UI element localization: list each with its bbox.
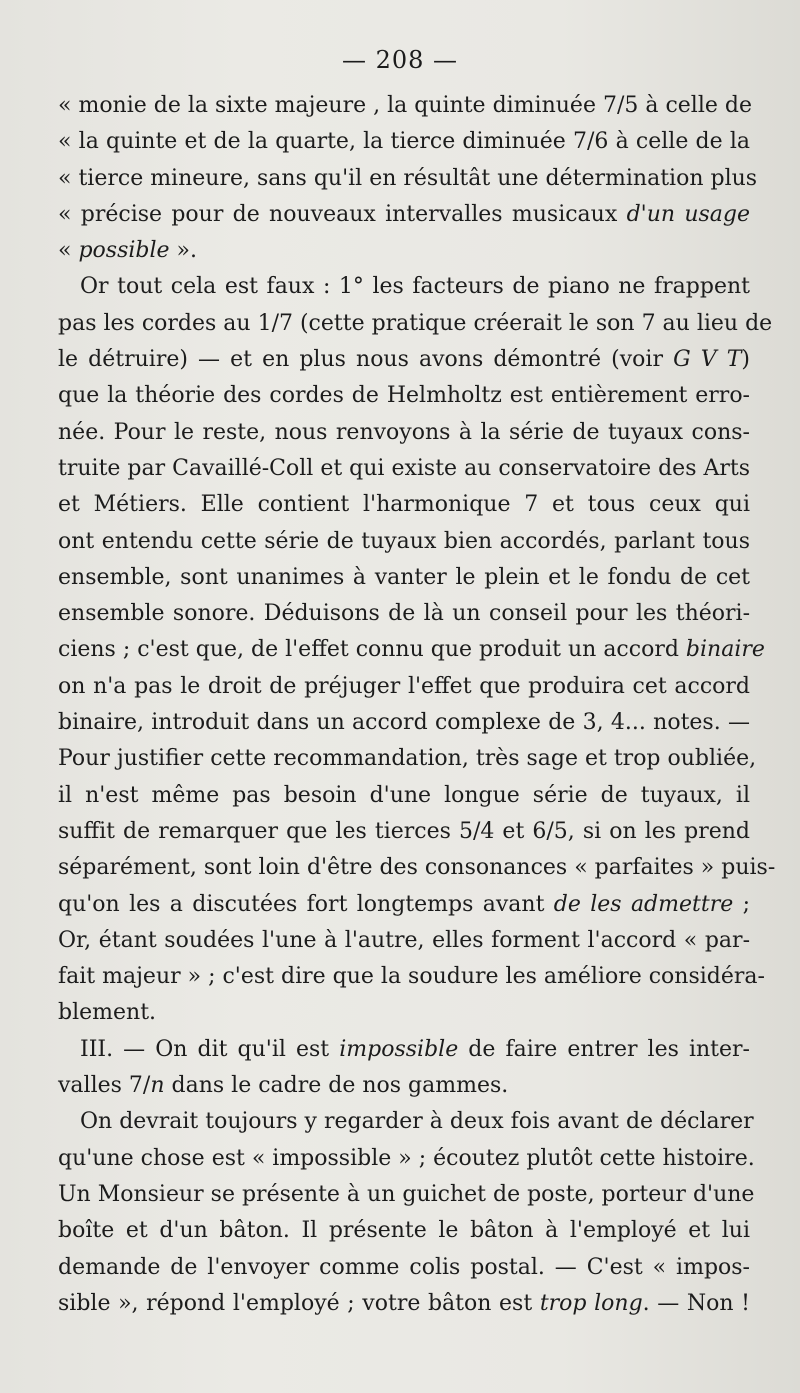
text-line: il n'est même pas besoin d'une longue série de tuyaux, il <box>58 782 750 808</box>
text-line: valles 7/n dans le cadre de nos gammes. <box>58 1073 509 1099</box>
text-line: fait majeur » ; c'est dire que la soudure les améliore considéra- <box>58 964 765 990</box>
italic-text: impossible <box>339 1036 459 1062</box>
text-line: que la théorie des cordes de Helmholtz est entièrement erro- <box>58 383 750 409</box>
italic-text: possible <box>78 238 170 264</box>
text-line: qu'une chose est « impossible » ; écoutez plutôt cette histoire. <box>58 1145 755 1171</box>
paragraph <box>58 1032 750 1105</box>
text-line: III. — On dit qu'il est impossible de faire entrer les inter- <box>80 1036 750 1062</box>
body-text <box>58 88 776 1322</box>
text-line: suffit de remarquer que les tierces 5/4 et 6/5, si on les prend <box>58 818 750 844</box>
paragraph <box>58 269 776 1031</box>
paragraph <box>58 1104 755 1322</box>
text-line: et Métiers. Elle contient l'harmonique 7 et tous ceux qui <box>58 492 750 518</box>
italic-text: trop long <box>539 1290 643 1316</box>
italic-text: d'un usage <box>626 201 751 227</box>
text-line: ciens ; c'est que, de l'effet connu que produit un accord binaire <box>58 637 765 663</box>
page-number: — 208 — <box>341 46 459 74</box>
text-line: « monie de la sixte majeure , la quinte diminuée 7/5 à celle de <box>58 93 752 118</box>
text-line: pas les cordes au 1/7 (cette pratique créerait le son 7 au lieu de <box>58 310 773 336</box>
text-line: « possible ». <box>58 238 197 264</box>
text-line: Un Monsieur se présente à un guichet de poste, porteur d'une <box>58 1181 755 1207</box>
text-line: le détruire) — et en plus nous avons démontré (voir G V T) <box>58 347 750 373</box>
text-line: on n'a pas le droit de préjuger l'effet que produira cet accord <box>58 673 750 699</box>
text-line: « tierce mineure, sans qu'il en résultât une détermination plus <box>58 165 758 191</box>
text-line: On devrait toujours y regarder à deux fois avant de déclarer <box>80 1109 754 1135</box>
text-line: demande de l'envoyer comme colis postal. — C'est « impos- <box>58 1254 750 1280</box>
text-line: ensemble sonore. Déduisons de là un conseil pour les théori- <box>58 601 750 627</box>
text-line: blement. <box>58 1000 157 1026</box>
text-line: « précise pour de nouveaux intervalles musicaux d'un usage <box>58 201 751 227</box>
text-line: « la quinte et de la quarte, la tierce diminuée 7/6 à celle de la <box>58 129 750 155</box>
italic-text: G V T <box>673 347 742 373</box>
text-line: ensemble, sont unanimes à vanter le plein et le fondu de cet <box>58 564 750 590</box>
text-line: Or, étant soudées l'une à l'autre, elles forment l'accord « par- <box>58 927 750 953</box>
text-line: ont entendu cette série de tuyaux bien accordés, parlant tous <box>58 528 750 554</box>
text-line: Or tout cela est faux : 1° les facteurs de piano ne frappent <box>80 274 750 300</box>
text-line: binaire, introduit dans un accord complexe de 3, 4... notes. — <box>58 710 750 736</box>
italic-text: binaire <box>685 637 765 663</box>
text-line: née. Pour le reste, nous renvoyons à la série de tuyaux cons- <box>58 419 750 445</box>
text-line: Pour justifier cette recommandation, très sage et trop oubliée, <box>58 746 757 772</box>
text-line: séparément, sont loin d'être des consonances « parfaites » puis- <box>58 855 776 881</box>
text-line: sible », répond l'employé ; votre bâton est trop long. — Non ! <box>58 1290 751 1316</box>
text-line: qu'on les a discutées fort longtemps avant de les admettre ; <box>58 891 751 917</box>
text-line: truite par Cavaillé-Coll et qui existe au conservatoire des Arts <box>58 455 751 481</box>
text-line: boîte et d'un bâton. Il présente le bâton à l'employé et lui <box>58 1218 750 1244</box>
italic-text: de les admettre <box>553 891 734 917</box>
paragraph <box>58 88 758 269</box>
italic-text: n <box>150 1073 165 1099</box>
